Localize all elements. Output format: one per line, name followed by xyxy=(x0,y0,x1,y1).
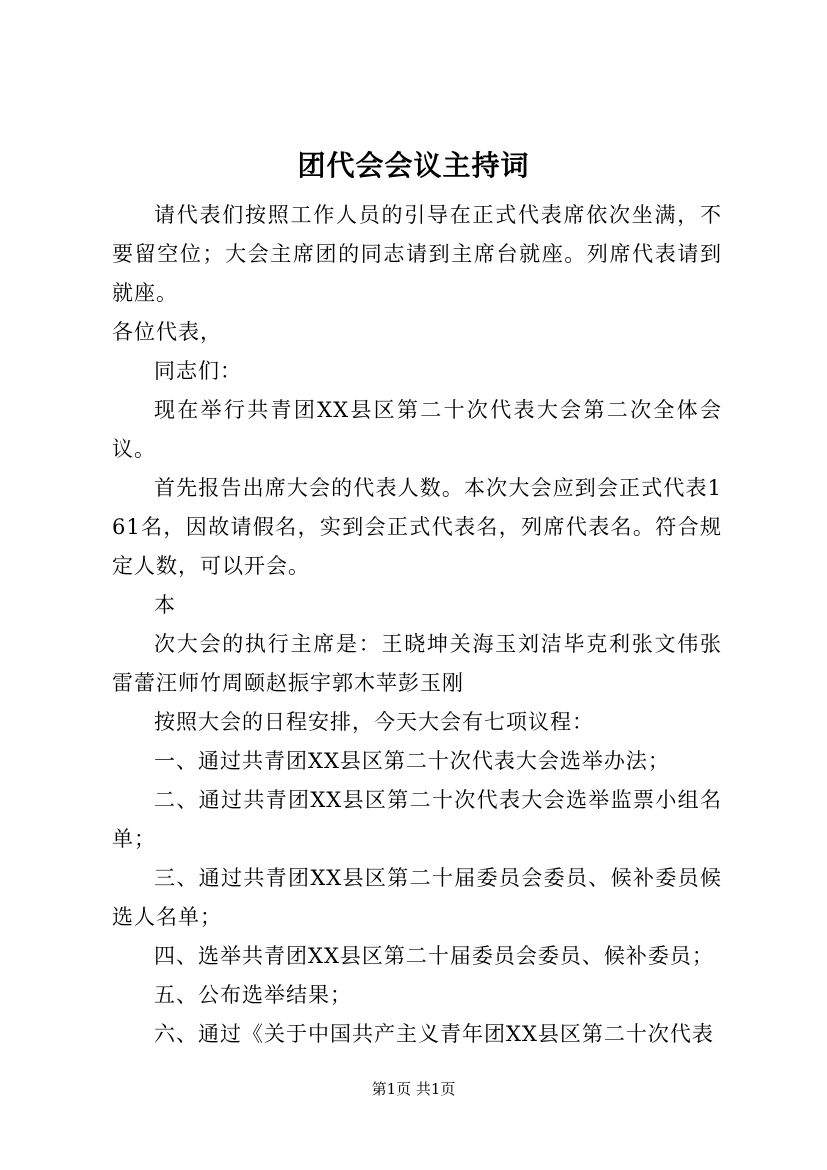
agenda-item-4: 四、选举共青团XX县区第二十届委员会委员、候补委员； xyxy=(154,944,714,968)
paragraph-seating-instructions: 请代表们按照工作人员的引导在正式代表席依次坐满，不要留空位；大会主席团的同志请到主席台就座。列席代表请到就座。 xyxy=(112,203,722,305)
paragraph-executive-chairs: 次大会的执行主席是：王晓坤关海玉刘洁毕克利张文伟张雷蕾汪师竹周颐赵振宇郭木苹彭玉刚 xyxy=(112,632,722,695)
paragraph-greeting-comrades: 同志们： xyxy=(154,359,242,383)
agenda-item-1: 一、通过共青团XX县区第二十次代表大会选举办法； xyxy=(154,749,670,773)
agenda-item-2: 二、通过共青团XX县区第二十次代表大会选举监票小组名单； xyxy=(112,788,722,851)
agenda-item-6: 六、通过《关于中国共产主义青年团XX县区第二十次代表 xyxy=(154,1022,714,1046)
document-body xyxy=(112,196,722,1054)
page-footer: 第1页 共1页 xyxy=(371,1080,456,1098)
paragraph-meeting-opening: 现在举行共青团XX县区第二十次代表大会第二次全体会议。 xyxy=(112,398,722,461)
paragraph-greeting-delegates: 各位代表， xyxy=(112,320,222,344)
paragraph-attendance-report: 首先报告出席大会的代表人数。本次大会应到会正式代表161名，因故请假名，实到会正式代表名，列席代表名。符合规定人数，可以开会。 xyxy=(112,476,722,578)
paragraph-agenda-intro: 按照大会的日程安排，今天大会有七项议程： xyxy=(154,710,594,734)
agenda-item-5: 五、公布选举结果； xyxy=(154,983,352,1007)
document-title: 团代会会议主持词 xyxy=(297,149,530,182)
paragraph-fragment: 本 xyxy=(154,593,176,617)
agenda-item-3: 三、通过共青团XX县区第二十届委员会委员、候补委员候选人名单； xyxy=(112,866,722,929)
